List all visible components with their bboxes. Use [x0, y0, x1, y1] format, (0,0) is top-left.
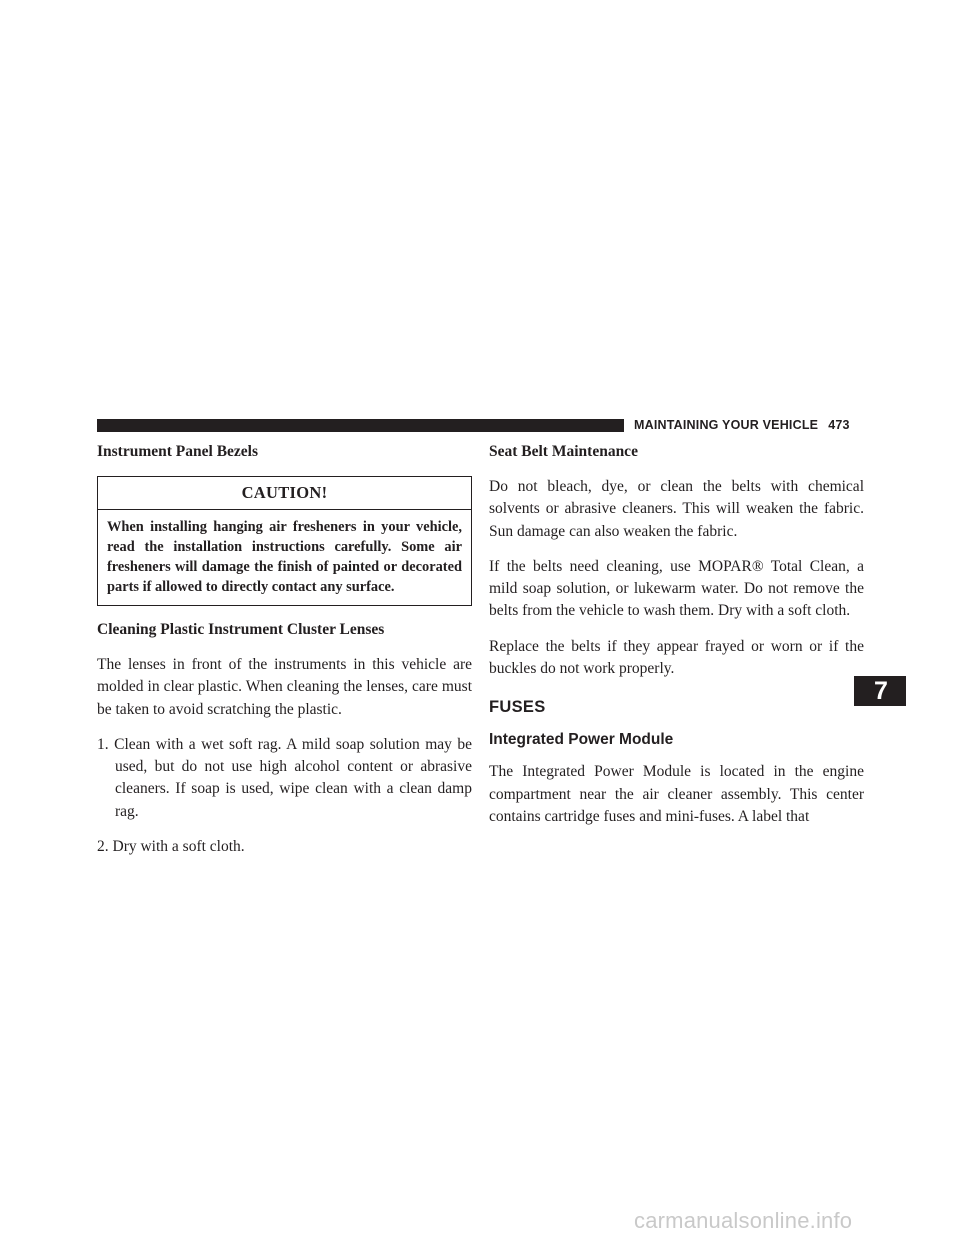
fuses-heading: FUSES — [489, 698, 546, 717]
list-item: 1. Clean with a wet soft rag. A mild soap solution may be used, but do not use high alcohol content or abrasive cleaners. If soap is used, wipe clean with a clean damp rag. — [97, 735, 472, 820]
power-module-paragraph: The Integrated Power Module is located in the engine compartment near the air cleaner assembly. This center contains cartridge fuses and mini-fuses. A label that — [489, 763, 864, 825]
seat-belt-paragraph-3: Replace the belts if they appear frayed or worn or if the buckles do not work properly. — [489, 637, 864, 678]
header-rule — [97, 419, 624, 432]
lenses-paragraph: The lenses in front of the instruments in this vehicle are molded in clear plastic. When cleaning the lenses, care must be taken to avoid scratching the plastic. — [97, 656, 472, 718]
running-head — [634, 418, 850, 432]
list-item: 2. Dry with a soft cloth. — [97, 838, 245, 856]
caution-body: When installing hanging air fresheners in your vehicle, read the installation instructions carefully. Some air fresheners will damage the finish of painted or decorated parts if allowed to directly contact any surface. — [107, 519, 462, 595]
caution-box — [97, 476, 472, 606]
caution-title: CAUTION! — [98, 477, 471, 510]
chapter-tab: 7 — [854, 676, 906, 706]
seat-belt-paragraph-2: If the belts need cleaning, use MOPAR® Total Clean, a mild soap solution, or lukewarm water. Do not remove the belts from the vehicle to wash them. Dry with a soft cloth. — [489, 557, 864, 620]
instrument-panel-heading: Instrument Panel Bezels — [97, 443, 259, 460]
page-number: 473 — [828, 418, 850, 432]
section-title: MAINTAINING YOUR VEHICLE — [634, 418, 819, 432]
left-column — [97, 442, 472, 871]
right-column — [489, 442, 864, 841]
seat-belt-heading: Seat Belt Maintenance — [489, 443, 638, 460]
watermark: carmanualsonline.info — [634, 1208, 853, 1233]
cleaning-steps-list — [97, 734, 472, 858]
cleaning-lenses-heading: Cleaning Plastic Instrument Cluster Lenses — [97, 621, 385, 638]
power-module-heading: Integrated Power Module — [489, 731, 674, 749]
seat-belt-paragraph-1: Do not bleach, dye, or clean the belts with chemical solvents or abrasive cleaners. This will weaken the fabric. Sun damage can also weaken the fabric. — [489, 478, 864, 540]
